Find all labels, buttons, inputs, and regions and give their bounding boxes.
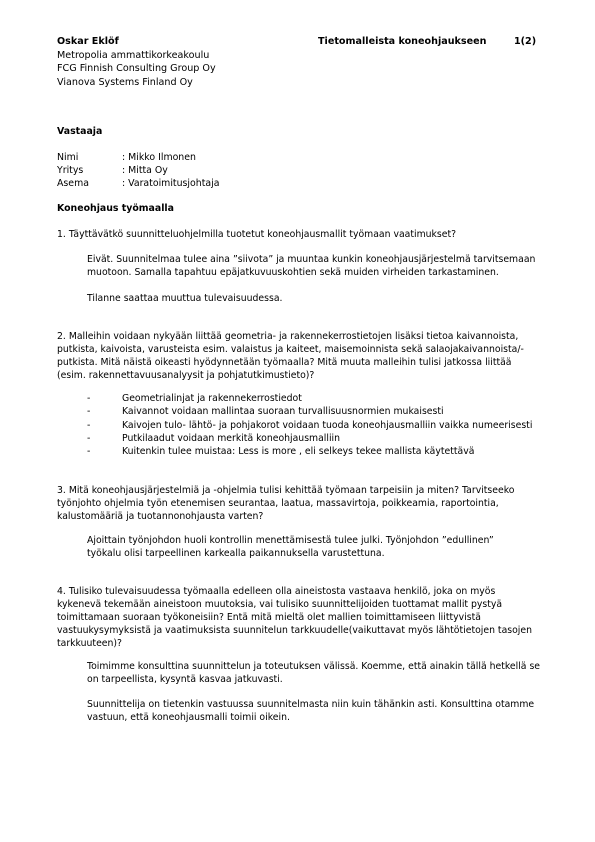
bullet-text: Putkilaadut voidaan merkitä koneohjausmalliin — [122, 432, 341, 444]
answer-3-line-2: työkalu olisi tarpeellinen karkealla paikannuksella varustettuna. — [87, 548, 385, 560]
bullet-marker: - — [87, 393, 91, 404]
author-company-1: FCG Finnish Consulting Group Oy — [57, 63, 216, 74]
answer-4-line-4: vastuun, että koneohjausmalli toimii oikein. — [87, 712, 290, 724]
respondent-heading: Vastaaja — [57, 126, 103, 137]
question-4-line-3: toimittamaan suoraan työkoneisiin? Entä mitä mieltä olet mallien toimittamiseen liittyvistä — [57, 612, 481, 624]
question-4 — [57, 585, 567, 650]
question-3-line-3: kalustomääriä ja tuotannonohjausta varten? — [57, 511, 264, 523]
question-3 — [57, 484, 567, 523]
bullet-marker: - — [87, 406, 91, 418]
section-heading: Koneohjaus työmaalla — [57, 203, 174, 214]
question-3-line-2: työnjohto ohjelmia työn etenemisen seurantaa, laatua, massavirtoja, poikkeamia, raportointia, — [57, 498, 499, 510]
field-value-name: : Mikko Ilmonen — [122, 152, 196, 163]
question-4-line-5: tarkkuuteen)? — [57, 638, 122, 650]
field-label-position: Asema — [57, 178, 89, 189]
bullet-marker: - — [87, 419, 91, 431]
bullet-text: Kaivojen tulo- lähtö- ja pohjakorot voidaan tuoda koneohjausmalliin vaikka numeerisesti — [122, 419, 533, 431]
answer-1-line-2: muotoon. Samalla tapahtuu epäjatkuvuuskohtien sekä muiden virheiden tarkastaminen. — [87, 267, 499, 279]
bullet-marker: - — [87, 446, 91, 458]
answer-1-paragraph-2 — [87, 292, 577, 305]
answer-4-paragraph-2 — [87, 698, 577, 724]
field-value-position: : Varatoimitusjohtaja — [122, 178, 220, 189]
field-value-company: : Mitta Oy — [122, 165, 168, 176]
question-2-line-1: 2. Malleihin voidaan nykyään liittää geometria- ja rakennekerrostietojen lisäksi tietoa kaivannoista, — [57, 331, 519, 342]
question-1 — [57, 228, 567, 241]
document-title: Tietomalleista koneohjaukseen — [318, 36, 487, 47]
answer-3-paragraph — [87, 534, 577, 560]
question-4-line-1: 4. Tulisiko tulevaisuudessa työmaalla edelleen olla aineistosta vastaava henkilö, joka on myös — [57, 586, 496, 597]
author-school: Metropolia ammattikorkeakoulu — [57, 49, 210, 61]
page-number: 1(2) — [514, 36, 537, 47]
bullet-text: Kaivannot voidaan mallintaa suoraan turvallisuusnormien mukaisesti — [122, 406, 444, 418]
field-label-name: Nimi — [57, 152, 79, 163]
question-2 — [57, 330, 567, 382]
question-4-line-2: kykenevä tekemään aineistoon muutoksia, vai tulisiko suunnittelijoiden tuottamat mallit pystyä — [57, 599, 503, 611]
question-1-line: 1. Täyttävätkö suunnitteluohjelmilla tuotetut koneohjausmallit työmaan vaatimukset? — [57, 229, 457, 240]
bullet-text: Geometrialinjat ja rakennekerrostiedot — [122, 393, 302, 404]
answer-1-line-3: Tilanne saattaa muuttua tulevaisuudessa. — [87, 293, 283, 304]
question-4-line-4: vastuukysymyksistä ja vaatimuksista suunnitelun tarkkuudelle(vaikuttavat myös lähtötietojen tasojen — [57, 625, 532, 637]
answer-4-line-2: on tarpeellista, kysyntä kasvaa jatkuvasti. — [87, 674, 283, 686]
answer-4-line-1: Toimimme konsulttina suunnittelun ja toteutuksen välissä. Koemme, että ainakin tällä hetkellä se — [87, 661, 541, 672]
bullet-marker: - — [87, 432, 91, 444]
answer-4-paragraph-1 — [87, 660, 577, 686]
question-2-line-2: putkista, kaivoista, varusteista esim. valaistus ja kaiteet, maisemoinnista sekä salaojakaivannoista/- — [57, 344, 524, 356]
answer-1-line-1: Eivät. Suunnitelmaa tulee aina ”siivota” ja muuntaa kunkin koneohjausjärjestelmä tarvitsemaan — [87, 254, 536, 265]
author-company-2: Vianova Systems Finland Oy — [57, 76, 193, 88]
answer-4-line-3: Suunnittelija on tietenkin vastuussa suunnitelmasta niin kuin tähänkin asti. Konsulttina otamme — [87, 699, 535, 710]
answer-3-line-1: Ajoittain työnjohdon huoli kontrollin menettämisestä tulee julki. Työnjohdon ”edullinen” — [87, 535, 494, 546]
question-2-line-4: (esim. rakennettavuusanalyysit ja pohjatutkimustieto)? — [57, 370, 315, 382]
author-name: Oskar Eklöf — [57, 36, 119, 47]
field-label-company: Yritys — [57, 165, 84, 176]
bullet-text: Kuitenkin tulee muistaa: Less is more , eli selkeys tekee mallista käytettävä — [122, 446, 475, 458]
question-2-line-3: putkista. Mitä näistä oikeasti hyödynnetään työmaalla? Mitä muuta malleihin tulisi jatkossa liittää — [57, 357, 512, 369]
question-3-line-1: 3. Mitä koneohjausjärjestelmiä ja -ohjelmia tulisi kehittää työmaan tarpeisiin ja miten? Tarvitseeko — [57, 485, 515, 496]
answer-1-paragraph-1 — [87, 253, 577, 279]
